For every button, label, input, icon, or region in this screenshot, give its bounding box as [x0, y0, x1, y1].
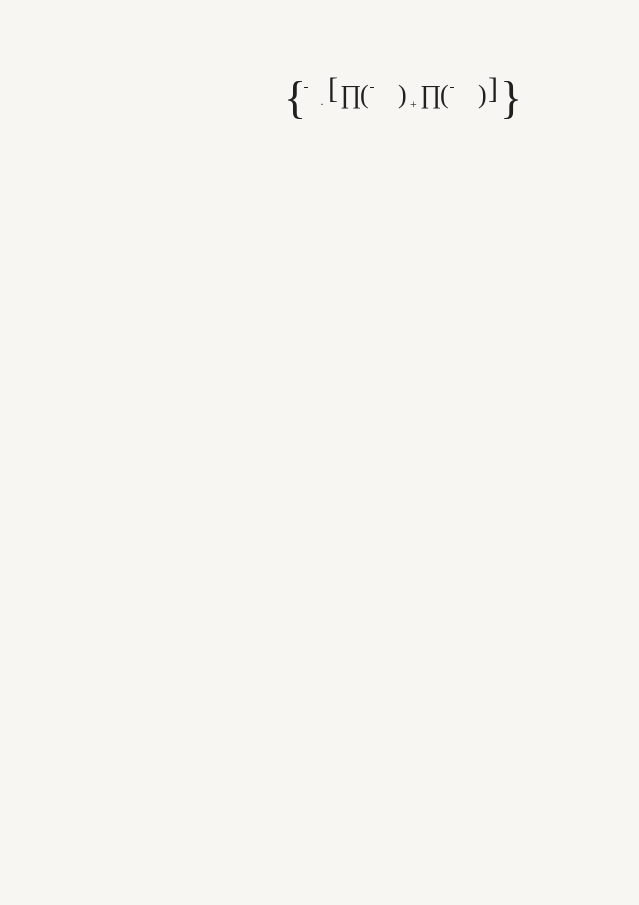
- formula-plus: +: [410, 97, 417, 111]
- formula-line-2: [76, 73, 620, 139]
- formula-paren-2-right: ): [478, 80, 487, 109]
- product-2-symbol: ∏: [420, 80, 442, 109]
- formula-left-brace: {: [284, 72, 307, 123]
- formula-paren-1-left: (: [360, 80, 369, 109]
- product-1-fraction: [370, 87, 374, 88]
- formula-half-fraction: [304, 87, 308, 88]
- formula-right-brace: }: [500, 72, 523, 123]
- formula-paren-2-left: (: [440, 80, 449, 109]
- formula-right-bracket: ]: [488, 72, 498, 105]
- document-body: [76, 57, 620, 151]
- formula-left-bracket: [: [328, 72, 338, 105]
- formula-paren-1-right: ): [398, 80, 407, 109]
- product-2-fraction: [450, 87, 454, 88]
- formula-dot: ·: [320, 97, 324, 111]
- half-numerator: [304, 87, 308, 88]
- product-1-symbol: ∏: [340, 80, 362, 109]
